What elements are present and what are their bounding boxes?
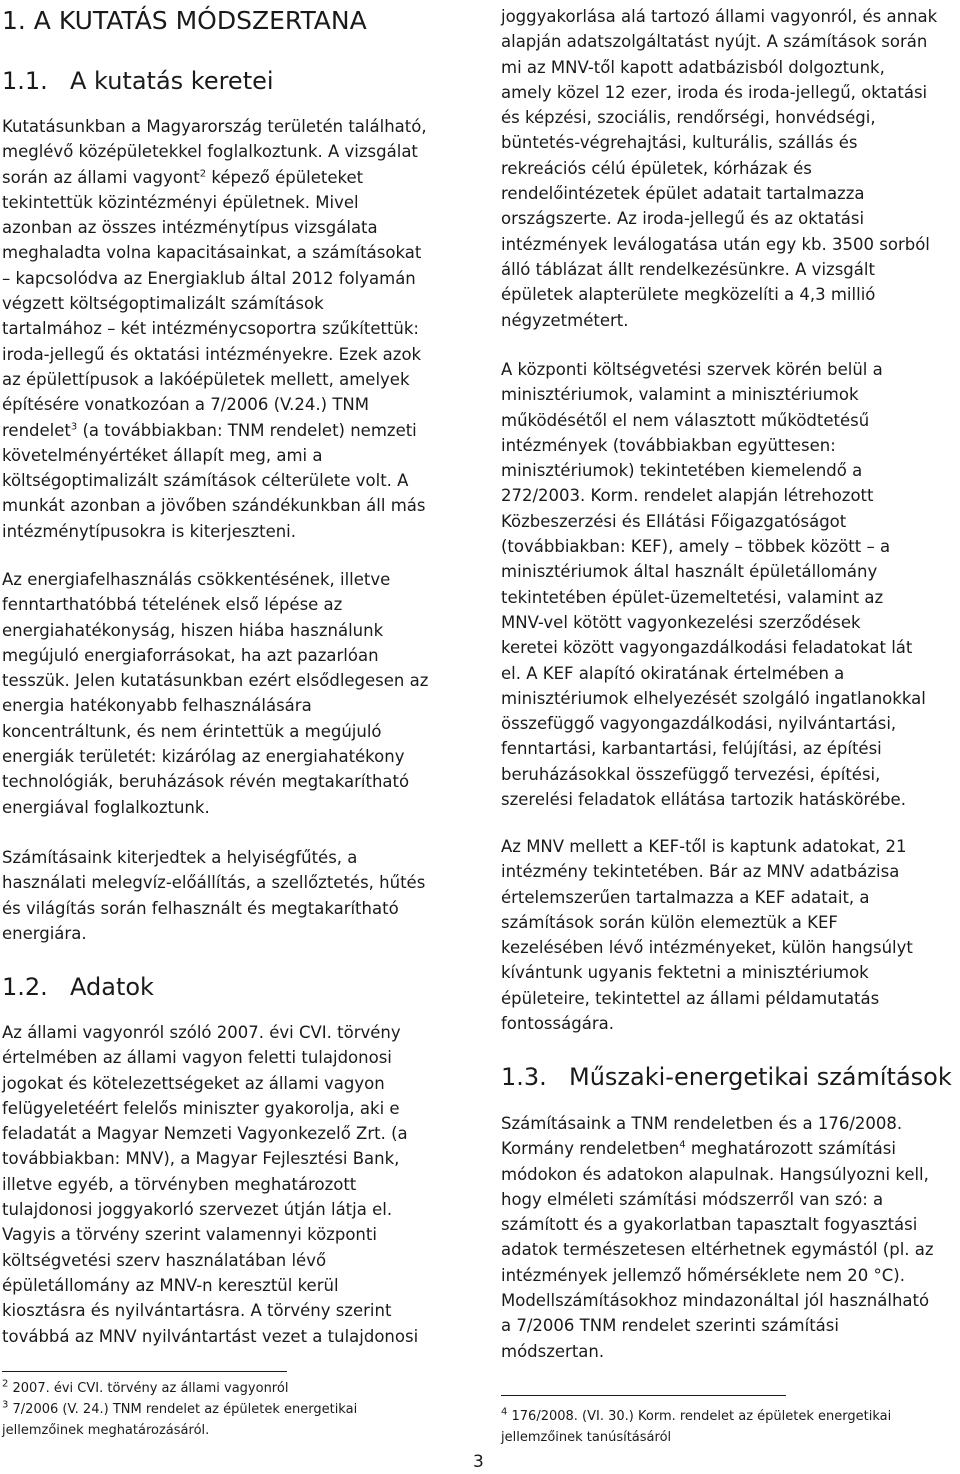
text-line: intézmény tekintetében. Bár az MNV adatbázisa [501,862,900,882]
text-line: országszerte. Az iroda-jellegű és az oktatási [501,209,865,229]
text-line: működésétől el nem választott működtetésű [501,410,870,430]
footnote-3-cont: jellemzőinek meghatározásáról. [2,1423,210,1438]
text-line: jogokat és kötelezettségeket az állami vagyon [2,1073,385,1093]
text-line: munkát azonban a jövőben szándékunkban áll más [2,496,426,516]
text-line: álló táblázat állt rendelkezésünkre. A vizsgált [501,259,875,279]
text-line: minisztériumok, valamint a minisztériumok [501,385,859,405]
text-line: – kapcsolódva az Energiaklub által 2012 folyamán [2,268,416,288]
text-line: során az állami vagyont$^2$ képező épületeket [2,167,364,187]
text-line: épületek alapterülete megközelíti a 4,3 millió [501,285,876,305]
text-line: értelemszerűen tartalmazza a KEF adatait, a [501,887,870,907]
text-line: tulajdonosi joggyakorló szervezet útján látja el. [2,1200,393,1220]
text-line: szerelési feladatok ellátása tartozik hatáskörébe. [501,790,906,810]
section-title: Adatok [70,973,154,1001]
footnote-ref-3[interactable]: 3 [70,421,78,433]
text-line: energiahatékonyság, hiszen hiába használunk [2,620,384,640]
text-line: meglévő középületekkel foglalkoztunk. A vizsgálat [2,142,418,162]
text-line: módszertan. [501,1341,605,1361]
text-line: beruházásokkal összefüggő tervezési, építési, [501,764,881,784]
text-line: kezelésében lévő intézményeket, külön hangsúlyt [501,938,913,958]
section-heading-1-2 [2,973,154,1001]
text-line: tartalmához – két intézménycsoportra szűkítettük: [2,319,419,339]
text-line: kiosztásra és nyilvántartásra. A törvény szerint [2,1301,392,1321]
text-line: kívántunk ugyanis fektetni a minisztériumok [501,963,869,983]
text-line: minisztériumok elhelyezését szolgáló ingatlanokkal [501,688,926,708]
text-line: értelmében az állami vagyon feletti tulajdonosi [2,1048,392,1068]
text-line: az épülettípusok a lakóépületek mellett, amelyek [2,369,410,389]
paragraph-methodology [501,1111,934,1364]
text-line: alapján adatszolgáltatást nyújt. A számítások során [501,32,928,52]
text-line: összefüggő vagyongazdálkodási, nyilvántartási, [501,714,897,734]
text-line: végzett költségoptimalizált számítások [2,294,324,314]
page-number: 3 [473,1452,484,1472]
footnote-3: $^3$ 7/2006 (V. 24.) TNM rendelet az épületek energetikai [2,1399,358,1417]
text-line: Az MNV mellett a KEF-től is kaptunk adatokat, 21 [501,837,907,856]
text-line: tekintettük közintézményi épületnek. Mivel [2,192,359,212]
text-line: 272/2003. Korm. rendelet alapján létrehozott [501,486,874,506]
text-line: hogy elméleti számítási módszerről van szó: a [501,1189,884,1209]
text-line: mi az MNV-től kapott adatbázisból dolgoztunk, [501,57,885,77]
footnote-divider [501,1395,786,1396]
text-line: illetve egyéb, a törvényben meghatározott [2,1174,357,1194]
text-line: és képzési, szociális, rendőrségi, honvédségi, [501,108,876,128]
text-line: rendelet$^3$ (a továbbiakban: TNM rendelet) nemzeti [2,420,417,440]
footnote-2: $^2$ 2007. évi CVI. törvény az állami vagyonról [2,1378,289,1396]
text-line: tekintetében épület-üzemeltetési, valamint az [501,587,884,607]
footnote-4-cont: jellemzőinek tanúsításáról [501,1430,672,1445]
text-line: négyzetmétert. [501,310,629,330]
text-line: iroda-jellegű és oktatási intézményekre. Ezek azok [2,344,422,364]
section-title: Műszaki-energetikai számítások [569,1063,952,1091]
text-line: energiák területét: kizárólag az energiahatékony [2,747,405,767]
text-line: energiára. [2,923,87,943]
text-line: koncentráltunk, és nem érintettük a megújuló [2,721,382,741]
chapter-heading: 1. A KUTATÁS MÓDSZERTANA [2,6,367,35]
footnotes-right [501,1406,891,1448]
text-line: Számításaink a TNM rendeletben és a 176/2008. [501,1114,903,1133]
text-line: meghaladta volna kapacitásainkat, a számításokat [2,243,422,263]
text-line: rendelőintézetek épület adatait tartalmazza [501,184,865,204]
text-line: (továbbiakban: KEF), amely – többek között – a [501,537,891,557]
text-line: intézmények (továbbiakban együttesen: [501,435,836,455]
text-line: fenntarthatóbbá tételének első lépése az [2,595,343,615]
text-line: számított és a gyakorlatban tapasztalt fogyasztási [501,1215,918,1235]
text-line: A központi költségvetési szervek körén belül a [501,360,883,379]
paragraph-kef-data [501,834,913,1036]
paragraph-calculations-scope [2,845,425,946]
text-line: fenntartási, karbantartási, felújítási, az építési [501,739,882,759]
text-line: továbbiakban: MNV), a Magyar Fejlesztési Bank, [2,1149,400,1169]
text-line: és világítás során felhasznált és megtakarítható [2,898,399,918]
text-line: energia hatékonyabb felhasználására [2,696,312,716]
text-line: építésére vonatkozóan a 7/2006 (V.24.) TNM [2,395,369,415]
text-line: módokon és adatokon alapulnak. Hangsúlyozni kell, [501,1164,929,1184]
text-line: intézmények jellemző hőmérséklete nem 20 °C). [501,1265,905,1285]
text-line: minisztériumok) tekintetében kiemelendő a [501,461,863,481]
text-line: rekreációs célú épületek, kórházak és [501,158,812,178]
text-line: megújuló energiaforrásokat, ha azt pazarlóan [2,645,379,665]
footnotes-left [2,1378,357,1441]
text-line: a 7/2006 TNM rendelet szerinti számítási [501,1316,839,1336]
text-line: feladatát a Magyar Nemzeti Vagyonkezelő Zrt. (a [2,1124,408,1144]
section-number: 1.1. [2,67,48,95]
text-line: fontosságára. [501,1014,614,1034]
text-line: adatok természetesen eltérhetnek egymástól (pl. az [501,1240,934,1260]
text-line: épületeire, tekintettel az állami példamutatás [501,988,880,1008]
text-line: továbbá az MNV nyilvántartást vezet a tulajdonosi [2,1326,419,1346]
text-line: keretei között vagyongazdálkodási feladatokat lát [501,638,913,658]
text-line: követelményértéket állapít meg, ami a [2,445,323,465]
paragraph-state-property [2,1020,418,1349]
footnote-4: $^4$ 176/2008. (VI. 30.) Korm. rendelet az épületek energetikai [501,1406,892,1424]
footnote-divider [2,1371,287,1372]
text-line: Az energiafelhasználás csökkentésének, illetve [2,570,391,589]
text-line: minisztériumok által használt épületállomány [501,562,878,582]
paragraph-scope [2,114,427,544]
text-line: tesszük. Jelen kutatásunkban ezért elsődlegesen az [2,671,429,691]
paragraph-energy-efficiency [2,567,428,820]
section-number: 1.3. [501,1063,547,1091]
text-line: technológiák, beruházások révén megtakarítható [2,772,410,792]
paragraph-mnv-database [501,4,937,333]
footnote-ref-2[interactable]: 2 [199,168,207,180]
text-line: számítások során külön elemeztük a KEF [501,912,838,932]
text-line: amely közel 12 ezer, iroda és iroda-jellegű, oktatási [501,82,928,102]
section-heading-1-3 [501,1063,952,1091]
section-heading-1-1 [2,67,274,95]
text-line: Modellszámításokhoz mindazonáltal jól használható [501,1291,930,1311]
text-line: költségoptimalizált számítások célterülete volt. A [2,471,409,491]
section-number: 1.2. [2,973,48,1001]
section-title: A kutatás keretei [70,67,274,95]
text-line: használati melegvíz-előállítás, a szellőztetés, hűtés [2,873,426,893]
text-line: intézménytípusokra is kiterjeszteni. [2,521,297,541]
text-line: Vagyis a törvény szerint valamennyi központi [2,1225,377,1245]
text-line: költségvetési szerv használatában lévő [2,1250,327,1270]
text-line: Közbeszerzési és Ellátási Főigazgatóságot [501,511,847,531]
paragraph-kef [501,357,926,812]
footnote-ref-4[interactable]: 4 [679,1139,686,1151]
text-line: büntetés-végrehajtási, kulturális, szállás és [501,133,858,153]
text-line: azonban az összes intézménytípus vizsgálata [2,218,378,238]
text-line: energiával foglalkoztunk. [2,797,210,817]
text-line: Kormány rendeletben$^4$ meghatározott számítási [501,1139,896,1159]
text-line: Kutatásunkban a Magyarország területén található, [2,117,427,136]
text-line: Az állami vagyonról szóló 2007. évi CVI. törvény [2,1023,401,1042]
text-line: felügyeletéért felelős miniszter gyakorolja, aki e [2,1098,400,1118]
text-line: joggyakorlása alá tartozó állami vagyonról, és annak [501,7,938,26]
text-line: Számításaink kiterjedtek a helyiségfűtés, a [2,848,358,867]
text-line: intézmények leválogatása után egy kb. 3500 sorból [501,234,930,254]
text-line: MNV-vel kötött vagyonkezelési szerződések [501,612,861,632]
text-line: épületállomány az MNV-n keresztül kerül [2,1275,339,1295]
text-line: el. A KEF alapító okiratának értelmében a [501,663,845,683]
